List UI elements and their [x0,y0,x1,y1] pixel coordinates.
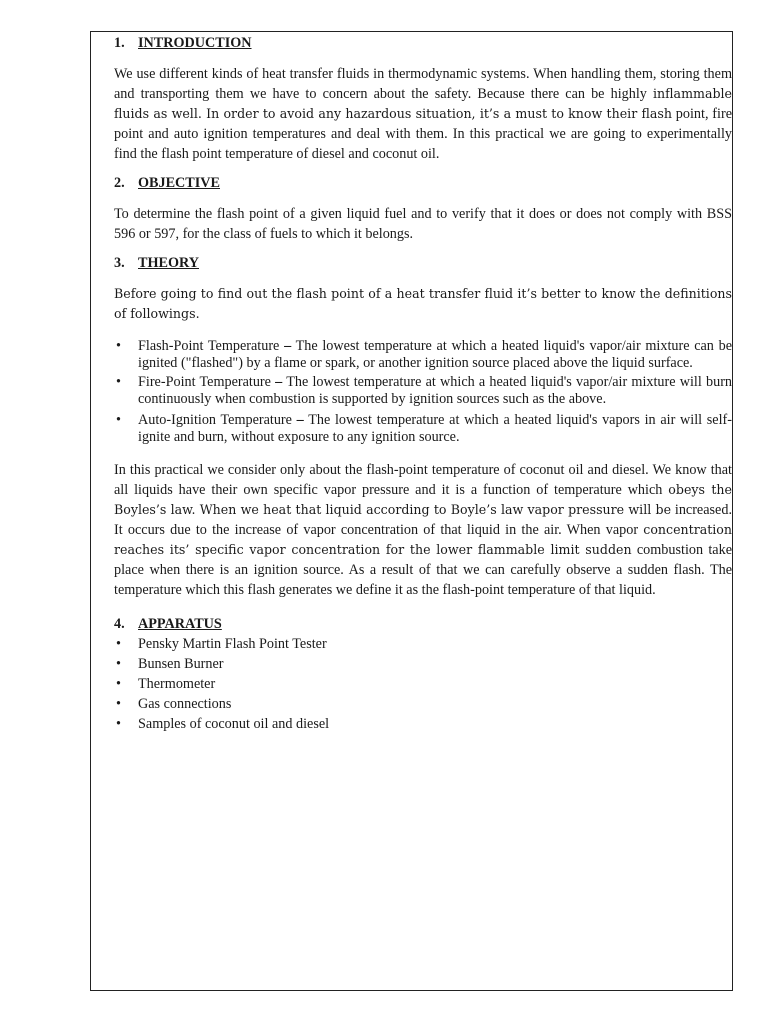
section-number: 1. [114,35,125,51]
definition-text: The lowest temperature at which a heated liquid's vapor/air mixture will burn continuously when combustion is supported by ignition sources such as the above. [138,374,733,407]
section-heading-apparatus [114,614,732,634]
definition-dash: – [296,412,304,428]
list-item [114,714,732,734]
text-run: inflammable fluids as well. In order to avoid any hazardous situation, it’s a must to know their flash [114,86,732,121]
bullet-icon: • [116,338,121,354]
apparatus-item: Bunsen Burner [138,656,224,672]
theory-paragraph [114,460,732,600]
list-item [114,338,732,372]
bullet-icon: • [116,636,121,652]
list-item [114,694,732,714]
text-run: We use different kinds of heat transfer fluids in thermodynamic systems. When handling them, storing them and transporting them we have to concern about the safety. Because there can be highly [114,66,732,102]
list-item [114,374,732,408]
apparatus-list [114,634,732,734]
apparatus-item: Samples of coconut oil and diesel [138,716,330,732]
text-run: In this practical we consider only about the flash-point temperature of coconut oil and diesel. We know that all liquids have their own specific vapor pressure and it is a function of temperature which [114,462,732,498]
document-body [114,33,732,734]
definition-text: The lowest temperature at which a heated liquid's vapors in air will self-ignite and burn, without exposure to any ignition source. [138,412,732,445]
apparatus-item: Thermometer [138,676,216,692]
section-heading-introduction [114,33,732,53]
introduction-paragraph [114,64,732,164]
section-heading-objective [114,173,732,193]
definition-dash: – [275,374,283,390]
section-title: INTRODUCTION [138,35,252,51]
definition-term: Auto-Ignition Temperature [138,412,292,428]
definitions-list [114,338,732,446]
section-title: OBJECTIVE [138,175,220,191]
bullet-icon: • [116,374,121,390]
section-title: APPARATUS [138,616,222,632]
bullet-icon: • [116,676,121,692]
list-item [114,634,732,654]
text-run: obeys the Boyles’s law. When we heat that liquid according to Boyle’s law vapor pressure will be [114,482,732,517]
list-item [114,674,732,694]
list-item [114,412,732,446]
apparatus-item: Gas connections [138,696,232,712]
definition-term: Fire-Point Temperature [138,374,271,390]
section-number: 2. [114,175,125,191]
text-run: increased. It occurs due to the increase of vapor concentration of that liquid in the air. When vapor [114,502,732,538]
text-run: concentration reaches its’ specific vapor concentration for the lower flammable limit sudden [114,522,732,557]
definition-term: Flash-Point Temperature [138,338,280,354]
definition-text: The lowest temperature at which a heated liquid's vapor/air mixture can be ignited ("flashed") by a flame or spark, or another ignition source placed above the liquid surface. [138,338,732,371]
section-title: THEORY [138,255,199,271]
objective-paragraph: To determine the flash point of a given liquid fuel and to verify that it does or does not comply with BSS 596 or 597, for the class of fuels to which it belongs. [114,206,732,242]
section-heading-theory [114,253,732,273]
bullet-icon: • [116,656,121,672]
text-run: combustion take place when there is an ignition source. As a result of that we can carefully observe a sudden flash. The temperature which this flash generates we define it as the flash-point temperature of that liquid. [114,542,732,598]
theory-intro: Before going to find out the flash point of a heat transfer fluid it’s better to know the definitions of followings. [114,286,732,321]
section-number: 4. [114,616,125,632]
bullet-icon: • [116,696,121,712]
bullet-icon: • [116,716,121,732]
definition-dash: – [284,338,292,354]
bullet-icon: • [116,412,121,428]
text-run: point, fire point and auto ignition temperatures and deal with them. In this practical we are going to experimentally find the flash point temperature of diesel and coconut oil. [114,106,732,162]
section-number: 3. [114,255,125,271]
list-item [114,654,732,674]
apparatus-item: Pensky Martin Flash Point Tester [138,636,327,652]
